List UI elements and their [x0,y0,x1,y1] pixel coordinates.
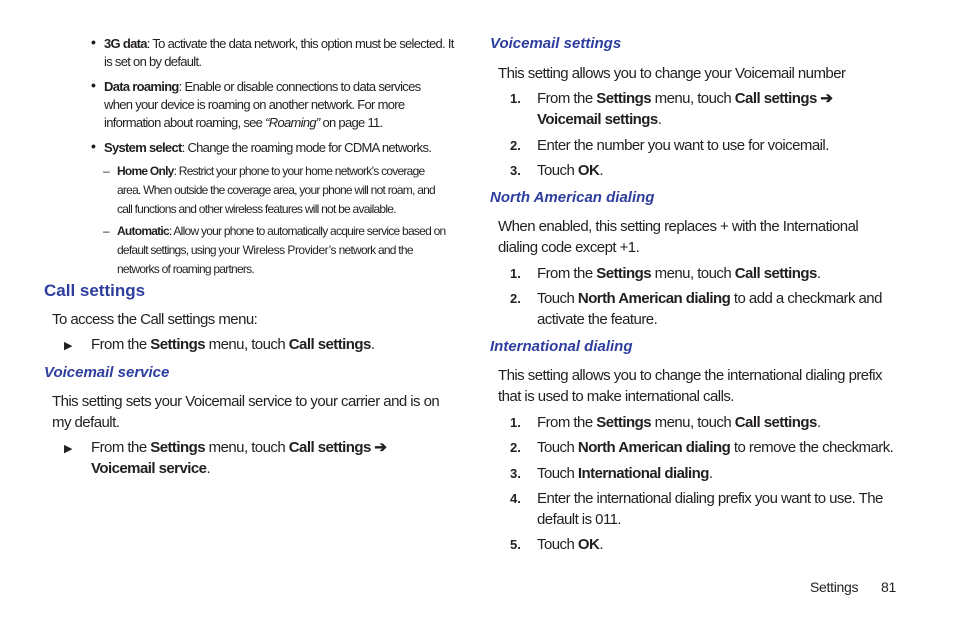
step-number: 2. [510,291,521,306]
north-american-heading: North American dialing [490,189,655,206]
voicemail-settings-text: This setting allows you to change your Voicemail number [498,65,846,82]
step-number: 3. [510,163,521,178]
international-step-5: Touch OK. [537,536,603,553]
step-arrow-icon: ▶ [64,443,73,455]
step-number: 2. [510,440,521,455]
voicemail-settings-heading: Voicemail settings [490,35,622,52]
international-step-1: From the Settings menu, touch Call settings. [537,414,821,431]
step-number: 3. [510,466,521,481]
step-arrow-icon: ▶ [64,340,73,352]
subbullet-home-only: Home Only: Restrict your phone to your home network’s coverage area. When outside the coverage area, your phone will not roam, and call functions and other wireless features will not be available. [117,164,435,216]
step-number: 2. [510,138,521,153]
north-american-step-1: From the Settings menu, touch Call settings. [537,265,821,282]
north-american-text: When enabled, this setting replaces + with the International dialing code except +1. [498,218,859,256]
bullet-marker: • [91,34,96,50]
voicemail-service-heading: Voicemail service [44,364,170,381]
bullet-3g-data: 3G data: To activate the data network, this option must be selected. It is set on by default. [104,36,454,69]
bullet-marker: • [91,77,96,93]
step-number: 4. [510,491,521,506]
international-step-3: Touch International dialing. [537,465,713,482]
subbullet-automatic: Automatic: Allow your phone to automatically acquire service based on default settings, using your Wireless Provider’s network and the networks of roaming partners. [117,224,446,276]
step-number: 1. [510,91,521,106]
voicemail-settings-step-2: Enter the number you want to use for voicemail. [537,137,829,154]
call-settings-intro: To access the Call settings menu: [52,311,258,328]
bullet-system-select: System select: Change the roaming mode for CDMA networks. [104,140,432,155]
subbullet-dash: – [103,164,109,178]
international-step-2: Touch North American dialing to remove the checkmark. [537,439,894,456]
subbullet-dash: – [103,224,109,238]
page-number: 81 [881,579,896,595]
north-american-step-2: Touch North American dialing to add a checkmark and activate the feature. [537,290,882,328]
international-step-4: Enter the international dialing prefix you want to use. The default is 011. [537,490,883,528]
voicemail-settings-step-1: From the Settings menu, touch Call settings ➔ Voicemail settings. [537,90,833,128]
bullet-data-roaming: Data roaming: Enable or disable connections to data services when your device is roaming on another network. For more information about roaming, see “Roaming” on page 11. [104,79,421,130]
step-number: 1. [510,266,521,281]
international-heading: International dialing [490,338,633,355]
bullet-marker: • [91,138,96,154]
footer-section-label: Settings [810,579,859,595]
call-settings-heading: Call settings [44,281,146,300]
roaming-link[interactable]: “Roaming” [265,115,320,130]
international-text: This setting allows you to change the international dialing prefix that is used to make international calls. [498,367,882,405]
step-number: 1. [510,415,521,430]
voicemail-settings-step-3: Touch OK. [537,162,603,179]
call-settings-step: From the Settings menu, touch Call settings. [91,336,375,353]
step-number: 5. [510,537,521,552]
voicemail-service-text: This setting sets your Voicemail service to your carrier and is on my default. [52,393,440,431]
voicemail-service-step: From the Settings menu, touch Call settings ➔ Voicemail service. [91,439,387,477]
